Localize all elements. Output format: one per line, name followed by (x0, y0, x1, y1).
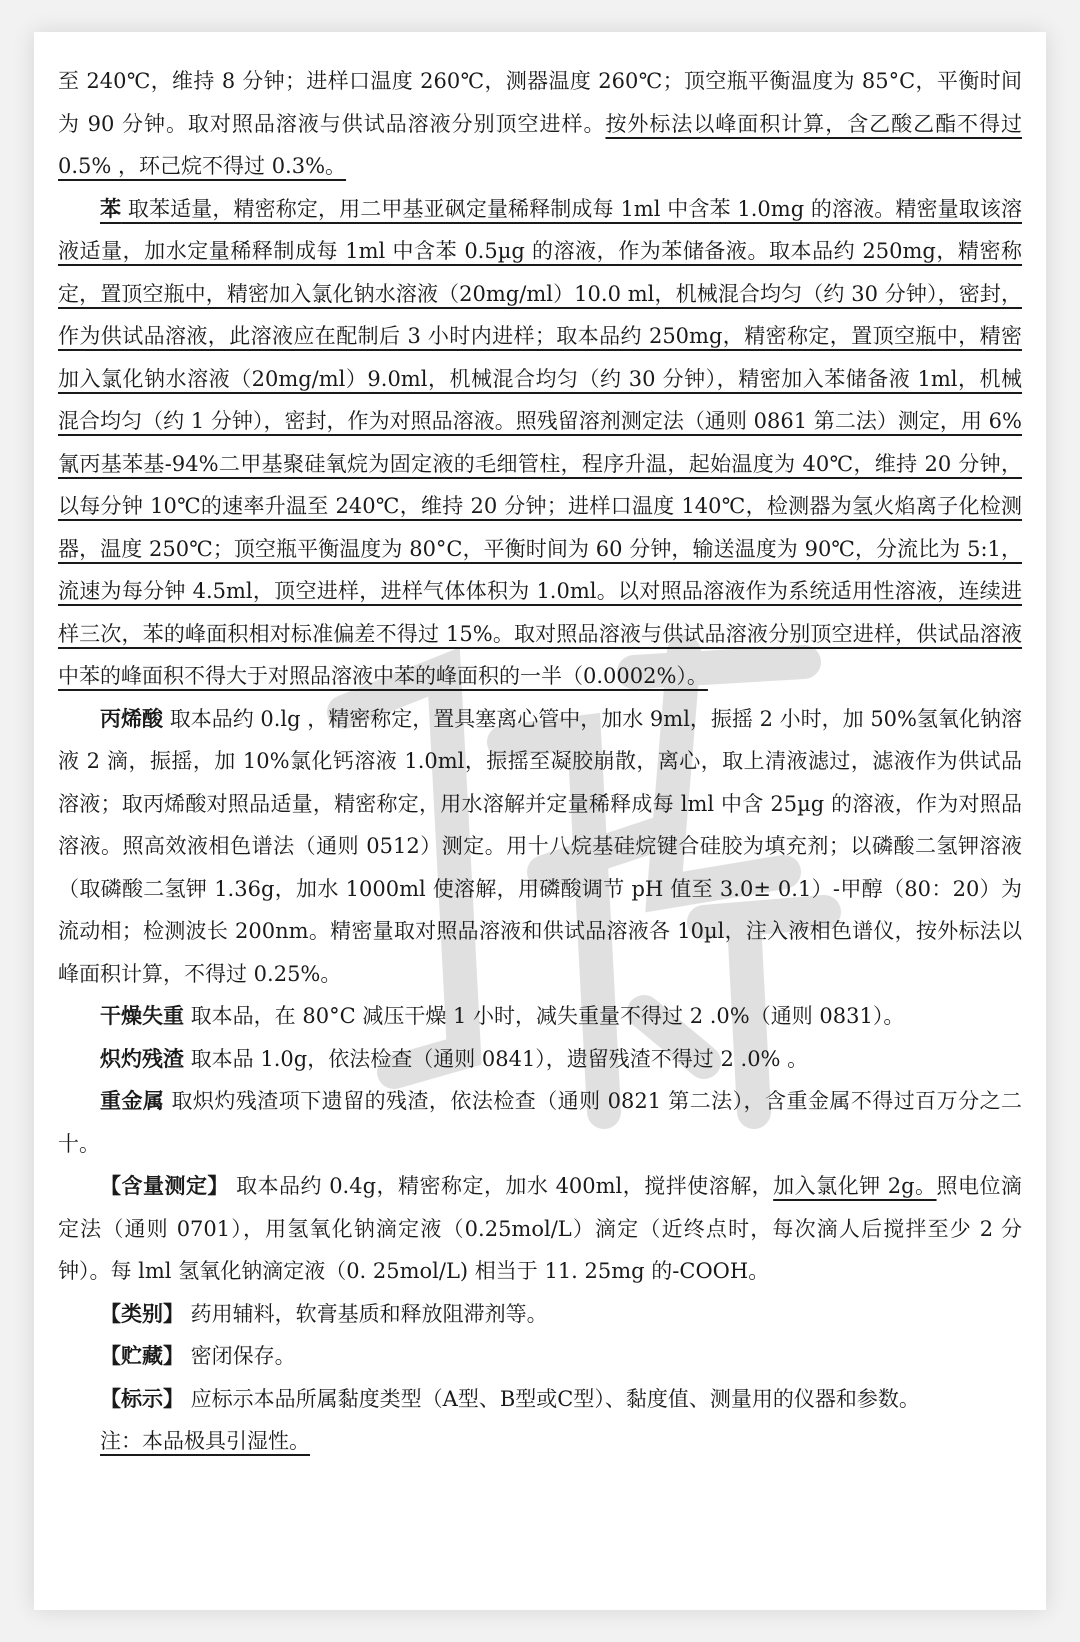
section-heading-heavy-metals: 重金属 (100, 1089, 165, 1113)
note-text: 注：本品极具引湿性。 (100, 1429, 310, 1453)
section-heading-storage: 【贮藏】 (100, 1344, 184, 1368)
paragraph-category: 【类别】 药用辅料，软膏基质和释放阻滞剂等。 (100, 1301, 548, 1326)
paragraph-storage: 【贮藏】 密闭保存。 (100, 1344, 296, 1368)
paragraph-loss-on-drying: 干燥失重 取本品，在 80°C 减压干燥 1 小时，减失重量不得过 2 .0%（通则 0831）。 (100, 1004, 905, 1028)
paragraph-acrylic-acid: 丙烯酸 取本品约 0.lg ，精密称定，置具塞离心管中，加水 9ml，振摇 2 小时，加 50%氢氧化钠溶液 2 滴，振摇，加 10%氯化钙溶液 1.0ml，振摇至凝胶崩散，离心，取上清液滤过，滤液作为供试品溶液；取丙烯酸对照品适量，精密称定，用水溶解并定量稀释成每 lml 中含 25µg 的溶液，作为对照品溶液。照高效液相色谱法（通则 0512）测定。用十八烷基硅烷键合硅胶为填充剂；以磷酸二氢钾溶液（取磷酸二氢钾 1.36g，加水 1000ml 使溶解，用磷酸调节 pH 值至 3.0± 0.1）-甲醇（80：20）为流动相；检测波长 200nm。精密量取对照品溶液和供试品溶液各 10µl，注入液相色谱仪，按外标法以峰面积计算，不得过 0.25%。 (58, 706, 1023, 986)
section-heading-acrylic-acid: 丙烯酸 (100, 706, 164, 731)
paragraph-note (58, 1420, 1022, 1463)
section-heading-assay: 【含量测定】 (100, 1174, 229, 1198)
document-page (34, 32, 1046, 1610)
section-heading-residue-on-ignition: 炽灼残渣 (100, 1046, 184, 1071)
paragraph-heavy-metals: 重金属 取炽灼残渣项下遗留的残渣，依法检查（通则 0821 第二法），含重金属不得过百万分之二十。 (58, 1089, 1022, 1156)
section-heading-category: 【类别】 (100, 1301, 184, 1326)
paragraph-benzene: 苯 取苯适量，精密称定，用二甲基亚砜定量稀释制成每 1ml 中含苯 1.0mg 的溶液。精密量取该溶液适量，加水定量稀释制成每 1ml 中含苯 0.5µg 的溶液，作为苯储备液。取本品约 250mg，精密称定，置顶空瓶中，精密加入氯化钠水溶液（20mg/ml）10.0 ml，机械混合均匀（约 30 分钟），密封，作为供试品溶液，此溶液应在配制后 3 小时内进样；取本品约 250mg，精密称定，置顶空瓶中，精密加入氯化钠水溶液（20mg/ml）9.0ml，机械混合均匀（约 30 分钟），精密加入苯储备液 1ml，机械混合均匀（约 1 分钟），密封，作为对照品溶液。照残留溶剂测定法（通则 0861 第二法）测定，用 6%氰丙基苯基-94%二甲基聚硅氧烷为固定液的毛细管柱，程序升温，起始温度为 40℃，维持 20 分钟，以每分钟 10℃的速率升温至 240℃，维持 20 分钟；进样口温度 140℃，检测器为氢火焰离子化检测器，温度 250℃；顶空瓶平衡温度为 80°C，平衡时间为 60 分钟，输送温度为 90℃，分流比为 5:1，流速为每分钟 4.5ml，顶空进样，进样气体体积为 1.0ml。以对照品溶液作为系统适用性溶液，连续进样三次，苯的峰面积相对标准偏差不得过 15%。取对照品溶液与供试品溶液分别顶空进样，供试品溶液中苯的峰面积不得大于对照品溶液中苯的峰面积的一半（0.0002%）。 (58, 196, 1022, 688)
section-heading-loss-on-drying: 干燥失重 (100, 1004, 184, 1028)
paragraph-headspace: 至 240℃，维持 8 分钟；进样口温度 260℃，测器温度 260℃；顶空瓶平衡温度为 85°C，平衡时间为 90 分钟。取对照品溶液与供试品溶液分别顶空进样。按外标法以峰面积计算，含乙酸乙酯不得过 0.5% ，环己烷不得过 0.3%。 (58, 69, 1023, 178)
paragraph-assay: 【含量测定】 取本品约 0.4g，精密称定，加水 400ml，搅拌使溶解，加入氯化钾 2g。照电位滴定法（通则 0701），用氢氧化钠滴定液（0.25mol/L）滴定（近终点时，每次滴人后搅拌至少 2 分钟）。每 lml 氢氧化钠滴定液（0. 25mol/L) 相当于 11. 25mg 的-COOH。 (58, 1174, 1023, 1283)
document-body (58, 60, 1022, 1463)
section-heading-benzene: 苯 (100, 196, 122, 221)
section-heading-labeling: 【标示】 (100, 1386, 184, 1411)
paragraph-residue-on-ignition: 炽灼残渣 取本品 1.0g，依法检查（通则 0841），遗留残渣不得过 2 .0% 。 (100, 1046, 809, 1071)
paragraph-labeling: 【标示】 应标示本品所属黏度类型（A型、B型或C型）、黏度值、测量用的仪器和参数。 (100, 1386, 920, 1411)
